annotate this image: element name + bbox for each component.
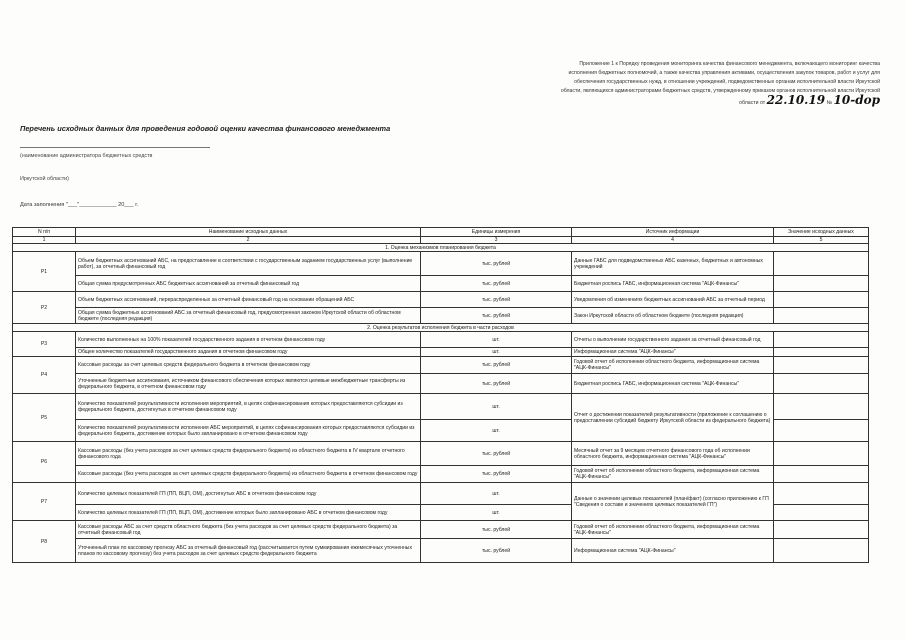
row-name: Кассовые расходы (без учета расходов за счет целевых средств федерального бюджета) из областного бюджета в IV квартале отчетного финансового года [76, 442, 421, 466]
row-name: Количество показателей результативности исполнения АБС мероприятий, в целях софинансирования которых предоставляются субсидии из федерального бюджета, достижение которых было запланировано в отчетном финансовом году [76, 420, 421, 442]
row-value[interactable] [774, 357, 869, 374]
col-number: 4 [572, 237, 774, 244]
row-unit: тыс. рублей [421, 539, 572, 563]
row-value[interactable] [774, 276, 869, 292]
row-value[interactable] [774, 348, 869, 357]
table-row [13, 292, 869, 308]
row-unit: шт. [421, 483, 572, 505]
row-value[interactable] [774, 483, 869, 505]
table-row [13, 332, 869, 348]
row-unit: шт. [421, 420, 572, 442]
column-number-row [13, 237, 869, 244]
handwritten-number: 10-dop [833, 93, 880, 107]
section-title: 1. Оценка механизмов планирования бюджета [13, 244, 869, 252]
row-value[interactable] [774, 521, 869, 539]
row-source: Уведомления об изменениях бюджетных ассигнований АБС за отчетный период [572, 292, 774, 308]
row-code: P7 [13, 483, 76, 521]
fill-date: Дата заполнения "___"____________ 20___ г. [20, 202, 139, 208]
row-unit: шт. [421, 505, 572, 521]
table-header-row [13, 228, 869, 237]
row-source: Месячный отчет за 9 месяцев отчетного финансового года об исполнении областного бюджета, информационная система "АЦК-Финансы" [572, 442, 774, 466]
source-data-table [12, 227, 869, 563]
row-code: P3 [13, 332, 76, 357]
row-name: Общее количество показателей государственного задания в отчетном финансовом году [76, 348, 421, 357]
admin-name-line [20, 147, 210, 148]
admin-caption: (наименование администратора бюджетных средств [20, 153, 153, 159]
section-title: 2. Оценка результатов исполнения бюджета в части расходов [13, 324, 869, 332]
row-source: Годовой отчет об исполнении областного бюджета, информационная система "АЦК-Финансы" [572, 521, 774, 539]
row-name: Количество выполненных на 100% показателей государственного задания в отчетном финансовом году [76, 332, 421, 348]
row-name: Объем бюджетных ассигнований АБС, на предоставление в соответствии с государственным заданием государственных услуг (выполнение работ), за отчетный финансовый год [76, 252, 421, 276]
table-row [13, 276, 869, 292]
appendix-text: Приложение 1 к Порядку проведения мониторинга качества финансового менеджмента, включающего мониторинг качества исполнения бюджетных полномочий, а также качества управления активами, осуществления закупок товаров, работ и услуг для обеспечения государственных нужд, в отношении учреждений, подведомственных органам исполнительной власти Иркутской области, являющихся администраторами бюджетных средств, утвержденному приказом органов исполнительной власти Иркутской области от [560, 61, 880, 106]
col-number: 2 [76, 237, 421, 244]
row-value[interactable] [774, 308, 869, 324]
row-value[interactable] [774, 374, 869, 394]
row-unit: тыс. рублей [421, 466, 572, 483]
row-source: Бюджетная роспись ГАБС, информационная система "АЦК-Финансы" [572, 276, 774, 292]
row-value[interactable] [774, 292, 869, 308]
row-name: Уточненные бюджетные ассигнования, источником финансового обеспечения которых являются целевые межбюджетные трансферты из федерального бюджета, в отчетном финансовом году [76, 374, 421, 394]
row-unit: тыс. рублей [421, 357, 572, 374]
row-value[interactable] [774, 332, 869, 348]
col-number: 3 [421, 237, 572, 244]
col-number: 1 [13, 237, 76, 244]
header-cell: Источник информации [572, 228, 774, 237]
row-value[interactable] [774, 394, 869, 420]
row-code: P6 [13, 442, 76, 483]
row-source: Годовой отчет об исполнении областного бюджета, информационная система "АЦК-Финансы" [572, 466, 774, 483]
row-unit: шт. [421, 348, 572, 357]
table-row [13, 357, 869, 374]
table-row [13, 308, 869, 324]
row-unit: тыс. рублей [421, 442, 572, 466]
row-unit: тыс. рублей [421, 374, 572, 394]
table-row [13, 539, 869, 563]
row-name: Общая сумма предусмотренных АБС бюджетных ассигнований за отчетный финансовый год [76, 276, 421, 292]
row-unit: шт. [421, 394, 572, 420]
row-name: Количество целевых показателей ГП (ПП, ВЦП, ОМ), достижение которых было запланировано АБС в отчетном финансовом году [76, 505, 421, 521]
table-row [13, 483, 869, 505]
row-source: Информационная система "АЦК-Финансы" [572, 348, 774, 357]
row-source: Отчеты о выполнении государственного задания за отчетный финансовый год [572, 332, 774, 348]
row-value[interactable] [774, 539, 869, 563]
row-source: Данные о значении целевых показателей (план/факт) (согласно приложению к ГП "Сведения о составе и значениях целевых показателей ГП") [572, 483, 774, 521]
row-code: P2 [13, 292, 76, 324]
row-code: P8 [13, 521, 76, 563]
row-source: Бюджетная роспись ГАБС, информационная система "АЦК-Финансы" [572, 374, 774, 394]
table-row [13, 374, 869, 394]
row-unit: шт. [421, 332, 572, 348]
row-value[interactable] [774, 420, 869, 442]
row-name: Уточненный план по кассовому прогнозу АБС за отчетный финансовый год (рассчитывается путем суммирования ежемесячных уточненных планов по кассовому прогнозу) без учета расходов за счет целевых средств федерального бюджета [76, 539, 421, 563]
row-name: Количество показателей результативности исполнения мероприятий, в целях софинансирования которых предоставляются субсидии из федерального бюджета, достигнутых в отчетном финансовом году [76, 394, 421, 420]
number-label: № [826, 100, 833, 106]
row-name: Количество целевых показателей ГП (ПП, ВЦП, ОМ), достигнутых АБС в отчетном финансовом году [76, 483, 421, 505]
table-row [13, 348, 869, 357]
table-row [13, 466, 869, 483]
row-source: Информационная система "АЦК-Финансы" [572, 539, 774, 563]
row-value[interactable] [774, 442, 869, 466]
row-code: P4 [13, 357, 76, 394]
row-source: Отчет о достижении показателей результативности (приложение к соглашению о предоставлении субсидий бюджету Иркутской области из федерального бюджета) [572, 394, 774, 442]
handwritten-date: 22.10.19 [766, 93, 826, 107]
row-name: Общая сумма бюджетных ассигнований АБС за отчетный финансовый год, предусмотренная законом Иркутской области об областном бюджете (последняя редакция) [76, 308, 421, 324]
row-source: Годовой отчет об исполнении областного бюджета, информационная система "АЦК-Финансы" [572, 357, 774, 374]
table-row [13, 394, 869, 420]
row-name: Кассовые расходы за счет целевых средств федерального бюджета в отчетном финансовом году [76, 357, 421, 374]
header-cell: Единицы измерения [421, 228, 572, 237]
row-unit: тыс. рублей [421, 308, 572, 324]
region-text: Иркутской области) [20, 176, 69, 182]
row-code: P5 [13, 394, 76, 442]
header-cell: N п/п [13, 228, 76, 237]
section-row [13, 244, 869, 252]
row-name: Кассовые расходы АБС за счет средств областного бюджета (без учета расходов за счет целевых средств федерального бюджета) за отчетный финансовый год [76, 521, 421, 539]
row-name: Кассовые расходы (без учета расходов за счет целевых средств федерального бюджета) из областного бюджета в отчетном финансовом году [76, 466, 421, 483]
row-source: Закон Иркутской области об областном бюджете (последняя редакция) [572, 308, 774, 324]
row-unit: тыс. рублей [421, 252, 572, 276]
appendix-note [555, 60, 880, 108]
document-title: Перечень исходных данных для проведения годовой оценки качества финансового менеджмента [20, 124, 391, 133]
header-cell: Значение исходных данных [774, 228, 869, 237]
table-row [13, 521, 869, 539]
table-row [13, 252, 869, 276]
table-row [13, 442, 869, 466]
row-name: Объем бюджетных ассигнований, перераспределенных за отчетный финансовый год на основании обращений АБС [76, 292, 421, 308]
header-cell: Наименование исходных данных [76, 228, 421, 237]
row-source: Данные ГАБС для подведомственных АБС казенных, бюджетных и автономных учреждений [572, 252, 774, 276]
row-code: P1 [13, 252, 76, 292]
row-unit: тыс. рублей [421, 276, 572, 292]
row-unit: тыс. рублей [421, 292, 572, 308]
row-unit: тыс. рублей [421, 521, 572, 539]
row-value[interactable] [774, 505, 869, 521]
section-row [13, 324, 869, 332]
row-value[interactable] [774, 252, 869, 276]
row-value[interactable] [774, 466, 869, 483]
col-number: 5 [774, 237, 869, 244]
